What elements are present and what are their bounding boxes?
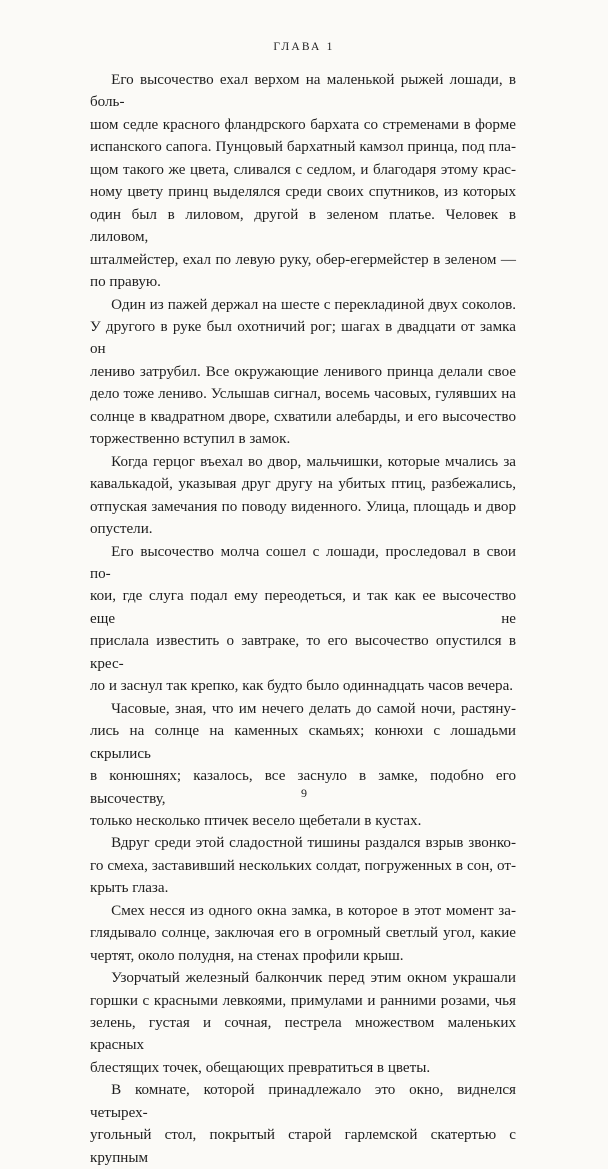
- text-line: отпуская замечания по поводу виденного. Улица, площадь и двор: [90, 498, 516, 515]
- text-line: только несколько птичек весело щебетали в кустах.: [90, 812, 422, 829]
- text-line: Часовые, зная, что им нечего делать до самой ночи, растяну-: [111, 700, 516, 717]
- paragraph: [90, 294, 516, 451]
- text-line: по правую.: [90, 274, 161, 291]
- text-line: Когда герцог въехал во двор, мальчишки, которые мчались за: [111, 453, 516, 470]
- text-line: шталмейстер, ехал по левую руку, обер-егермейстер в зеленом —: [90, 251, 516, 268]
- text-line: дело тоже лениво. Услышав сигнал, восемь часовых, гулявших на: [90, 386, 516, 403]
- paragraph: [90, 541, 516, 698]
- text-line: угольный стол, покрытый старой гарлемской скатертью с крупным: [90, 1127, 516, 1166]
- text-line: шом седле красного фландрского бархата со стременами в форме: [90, 116, 516, 133]
- text-line: глядывало солнце, заключая его в огромный светлый угол, какие: [90, 925, 516, 942]
- running-head: ГЛАВА 1: [273, 41, 335, 53]
- text-line: Смех несся из одного окна замка, в которое в этот момент за-: [111, 902, 516, 919]
- text-line: ло и заснул так крепко, как будто было одиннадцать часов вечера.: [90, 678, 514, 695]
- text-line: опустели.: [90, 521, 153, 538]
- text-line: лениво затрубил. Все окружающие ленивого принца делали свое: [90, 363, 516, 380]
- text-line: го смеха, заставивший нескольких солдат, погруженных в сон, от-: [90, 857, 516, 874]
- paragraph: [90, 698, 516, 833]
- text-line: кавалькадой, указывая друг другу на убитых птиц, разбежались,: [90, 476, 516, 493]
- text-line: Его высочество молча сошел с лошади, проследовал в свои по-: [90, 543, 516, 582]
- page-number: 9: [301, 786, 307, 800]
- text-line: торжественно вступил в замок.: [90, 431, 291, 448]
- text-line: крыть глаза.: [90, 880, 169, 897]
- text-line: прислала известить о завтраке, то его высочество опустился в крес-: [90, 633, 516, 672]
- text-line: Узорчатый железный балкончик перед этим окном украшали: [111, 970, 516, 987]
- text-line: Вдруг среди этой сладостной тишины раздался взрыв звонко-: [111, 835, 516, 852]
- text-line: ному цвету принц выделялся среди своих спутников, из которых: [90, 184, 516, 201]
- text-line: солнце в квадратном дворе, схватили алебарды, и его высочество: [90, 408, 516, 425]
- text-line: У другого в руке был охотничий рог; шагах в двадцати от замка он: [90, 318, 516, 358]
- text-line: один был в лиловом, другой в зеленом платье. Человек в лиловом,: [90, 206, 516, 246]
- paragraph: [90, 69, 516, 294]
- body-text: [90, 69, 516, 1169]
- text-line: кои, где слуга подал ему переодеться, и так как ее высочество еще не: [90, 588, 516, 627]
- text-line: лись на солнце на каменных скамьях; конюхи с лошадьми скрылись: [90, 723, 516, 762]
- text-line: щом такого же цвета, сливался с седлом, и благодаря этому крас-: [90, 161, 516, 178]
- text-line: горшки с красными левкоями, примулами и ранними розами, чья: [90, 992, 516, 1009]
- text-line: зелень, густая и сочная, пестрела множеством маленьких красных: [90, 1015, 516, 1054]
- text-line: Один из пажей держал на шесте с перекладиной двух соколов.: [111, 296, 516, 313]
- text-line: В комнате, которой принадлежало это окно, виднелся четырех-: [90, 1082, 516, 1121]
- text-line: чертят, около полудня, на стенах профили крыш.: [90, 947, 404, 964]
- text-line: блестящих точек, обещающих превратиться в цветы.: [90, 1059, 431, 1076]
- paragraph: [90, 1079, 516, 1169]
- paragraph: [90, 832, 516, 899]
- paragraph: [90, 451, 516, 541]
- paragraph: [90, 967, 516, 1079]
- paragraph: [90, 900, 516, 967]
- text-line: испанского сапога. Пунцовый бархатный камзол принца, под пла-: [90, 139, 516, 156]
- text-line: в конюшнях; казалось, все заснуло в замке, подобно его высочеству,: [90, 768, 516, 807]
- text-line: Его высочество ехал верхом на маленькой рыжей лошади, в боль-: [90, 72, 516, 111]
